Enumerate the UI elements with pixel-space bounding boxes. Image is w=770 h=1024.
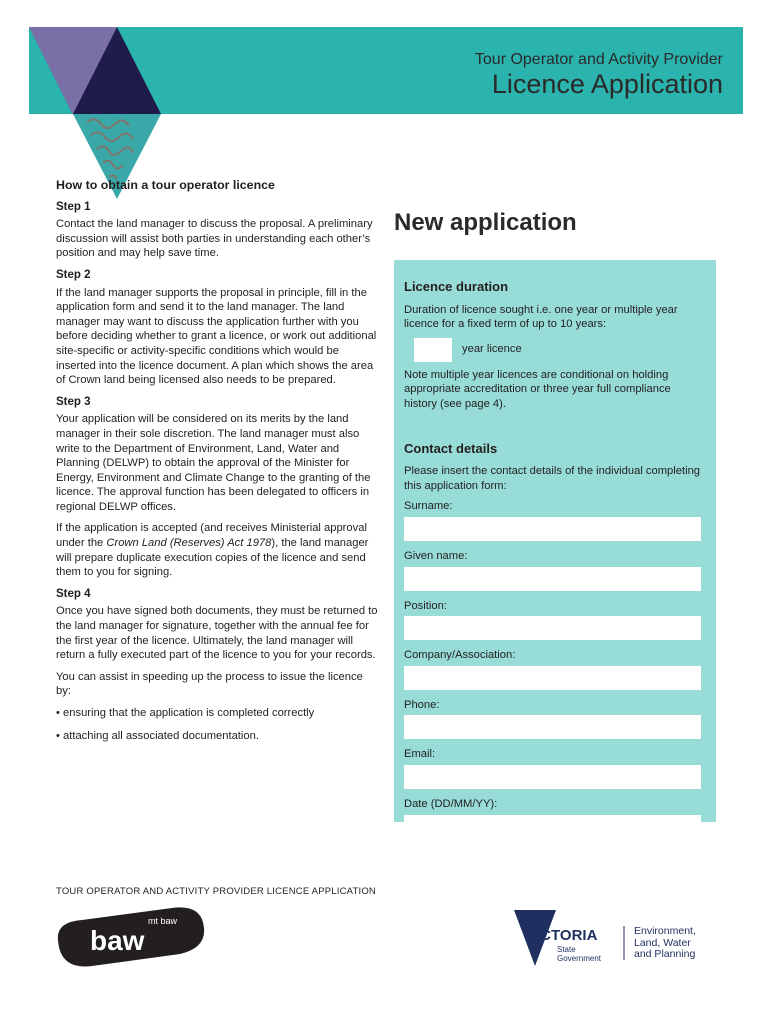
phone-field[interactable] [404, 715, 701, 739]
step4-text: Once you have signed both documents, they must be returned to the land manager for signature, together with the annual fee for the first year of the licence. Ultimately, the land manager will return a fully executed part of the licence to you for your records. [56, 605, 378, 662]
step1-label: Step 1 [56, 200, 91, 213]
step2-text: If the land manager supports the proposal in principle, fill in the application form and send it to the land manager. The land manager may want to discuss the application further with you before deciding whether to grant a licence, or work out additional site-specific or activity-specific conditions which would be inserted into the licence document. A plan which shows the area of Crown land being licensed also needs to be prepared. [56, 286, 377, 387]
step3-approval-text [56, 521, 378, 579]
department-line: and Planning [634, 948, 696, 960]
duration-text: Duration of licence sought i.e. one year or multiple year licence for a fixed term of up to 10 years: [404, 303, 678, 331]
assist-text: You can assist in speeding up the process to issue the licence by: [56, 670, 363, 698]
step3-text-after: ), the land manager will prepare duplicate execution copies of the licence and send them to you for signing. [56, 537, 369, 579]
surname-field[interactable] [404, 517, 701, 541]
victoria-state-government-logo [512, 908, 630, 968]
company-label: Company/Association: [404, 649, 516, 662]
surname-label: Surname: [404, 500, 453, 513]
step3-text-before: If the application is accepted (and receives Ministerial approval under the [56, 522, 367, 550]
date-label: Date (DD/MM/YY): [404, 797, 498, 810]
logo-big-text: baw [90, 925, 145, 956]
given-name-label: Given name: [404, 549, 468, 562]
page-title: Licence Application [491, 69, 723, 99]
bullet-item: • ensuring that the application is completed correctly [56, 707, 315, 719]
instructions-column [56, 178, 378, 751]
company-field[interactable] [404, 666, 701, 690]
header-subtitle: Tour Operator and Activity Provider [474, 51, 723, 68]
mt-baw-baw-logo [52, 900, 212, 972]
department-line: Environment, [634, 925, 696, 937]
victoria-text: VICTORIA [526, 927, 598, 944]
duration-note: Note multiple year licences are conditional on holding appropriate accreditation or three year full compliance history (see page 4). [404, 368, 671, 410]
step3-label: Step 3 [56, 395, 91, 408]
step3-text: Your application will be considered on its merits by the land manager in their sole discretion. The land manager must also write to the Department of Environment, Land, Water and Planning (DELWP) to obtain the approval of the Minister for Energy, Environment and Climate Change to the granting of the licence. The approval function has been delegated to officers in regional DELWP offices. [56, 413, 371, 513]
licence-duration-heading: Licence duration [404, 279, 509, 294]
step1-text: Contact the land manager to discuss the proposal. A preliminary discussion will assist both parties in understanding each other’s position and may help save time. [56, 218, 373, 260]
logo-small-text: mt baw [148, 916, 178, 926]
contact-details-heading: Contact details [404, 440, 498, 456]
position-label: Position: [404, 599, 447, 612]
department-line: Land, Water [634, 936, 691, 949]
bullet-item: • attaching all associated documentation. [56, 729, 259, 742]
step2-label: Step 2 [56, 268, 91, 281]
email-label: Email: [404, 748, 436, 761]
state-text: State [557, 945, 576, 954]
position-field[interactable] [404, 616, 701, 640]
department-name [634, 926, 696, 961]
step4-label: Step 4 [56, 587, 91, 600]
given-name-field[interactable] [404, 567, 701, 591]
email-field[interactable] [404, 765, 701, 789]
phone-label: Phone: [404, 698, 440, 711]
footer-text: TOUR OPERATOR AND ACTIVITY PROVIDER LICENCE APPLICATION [56, 886, 376, 897]
date-field[interactable] [404, 815, 701, 839]
contact-text: Please insert the contact details of the individual completing this application form: [404, 465, 701, 492]
government-text: Government [557, 954, 602, 963]
instructions-heading: How to obtain a tour operator licence [56, 178, 275, 192]
new-application-heading: New application [394, 209, 577, 236]
application-form-panel [394, 260, 716, 822]
act-name: Crown Land (Reserves) Act 1978 [106, 537, 272, 550]
duration-suffix: year licence [462, 343, 522, 356]
duration-years-field[interactable] [414, 338, 452, 362]
